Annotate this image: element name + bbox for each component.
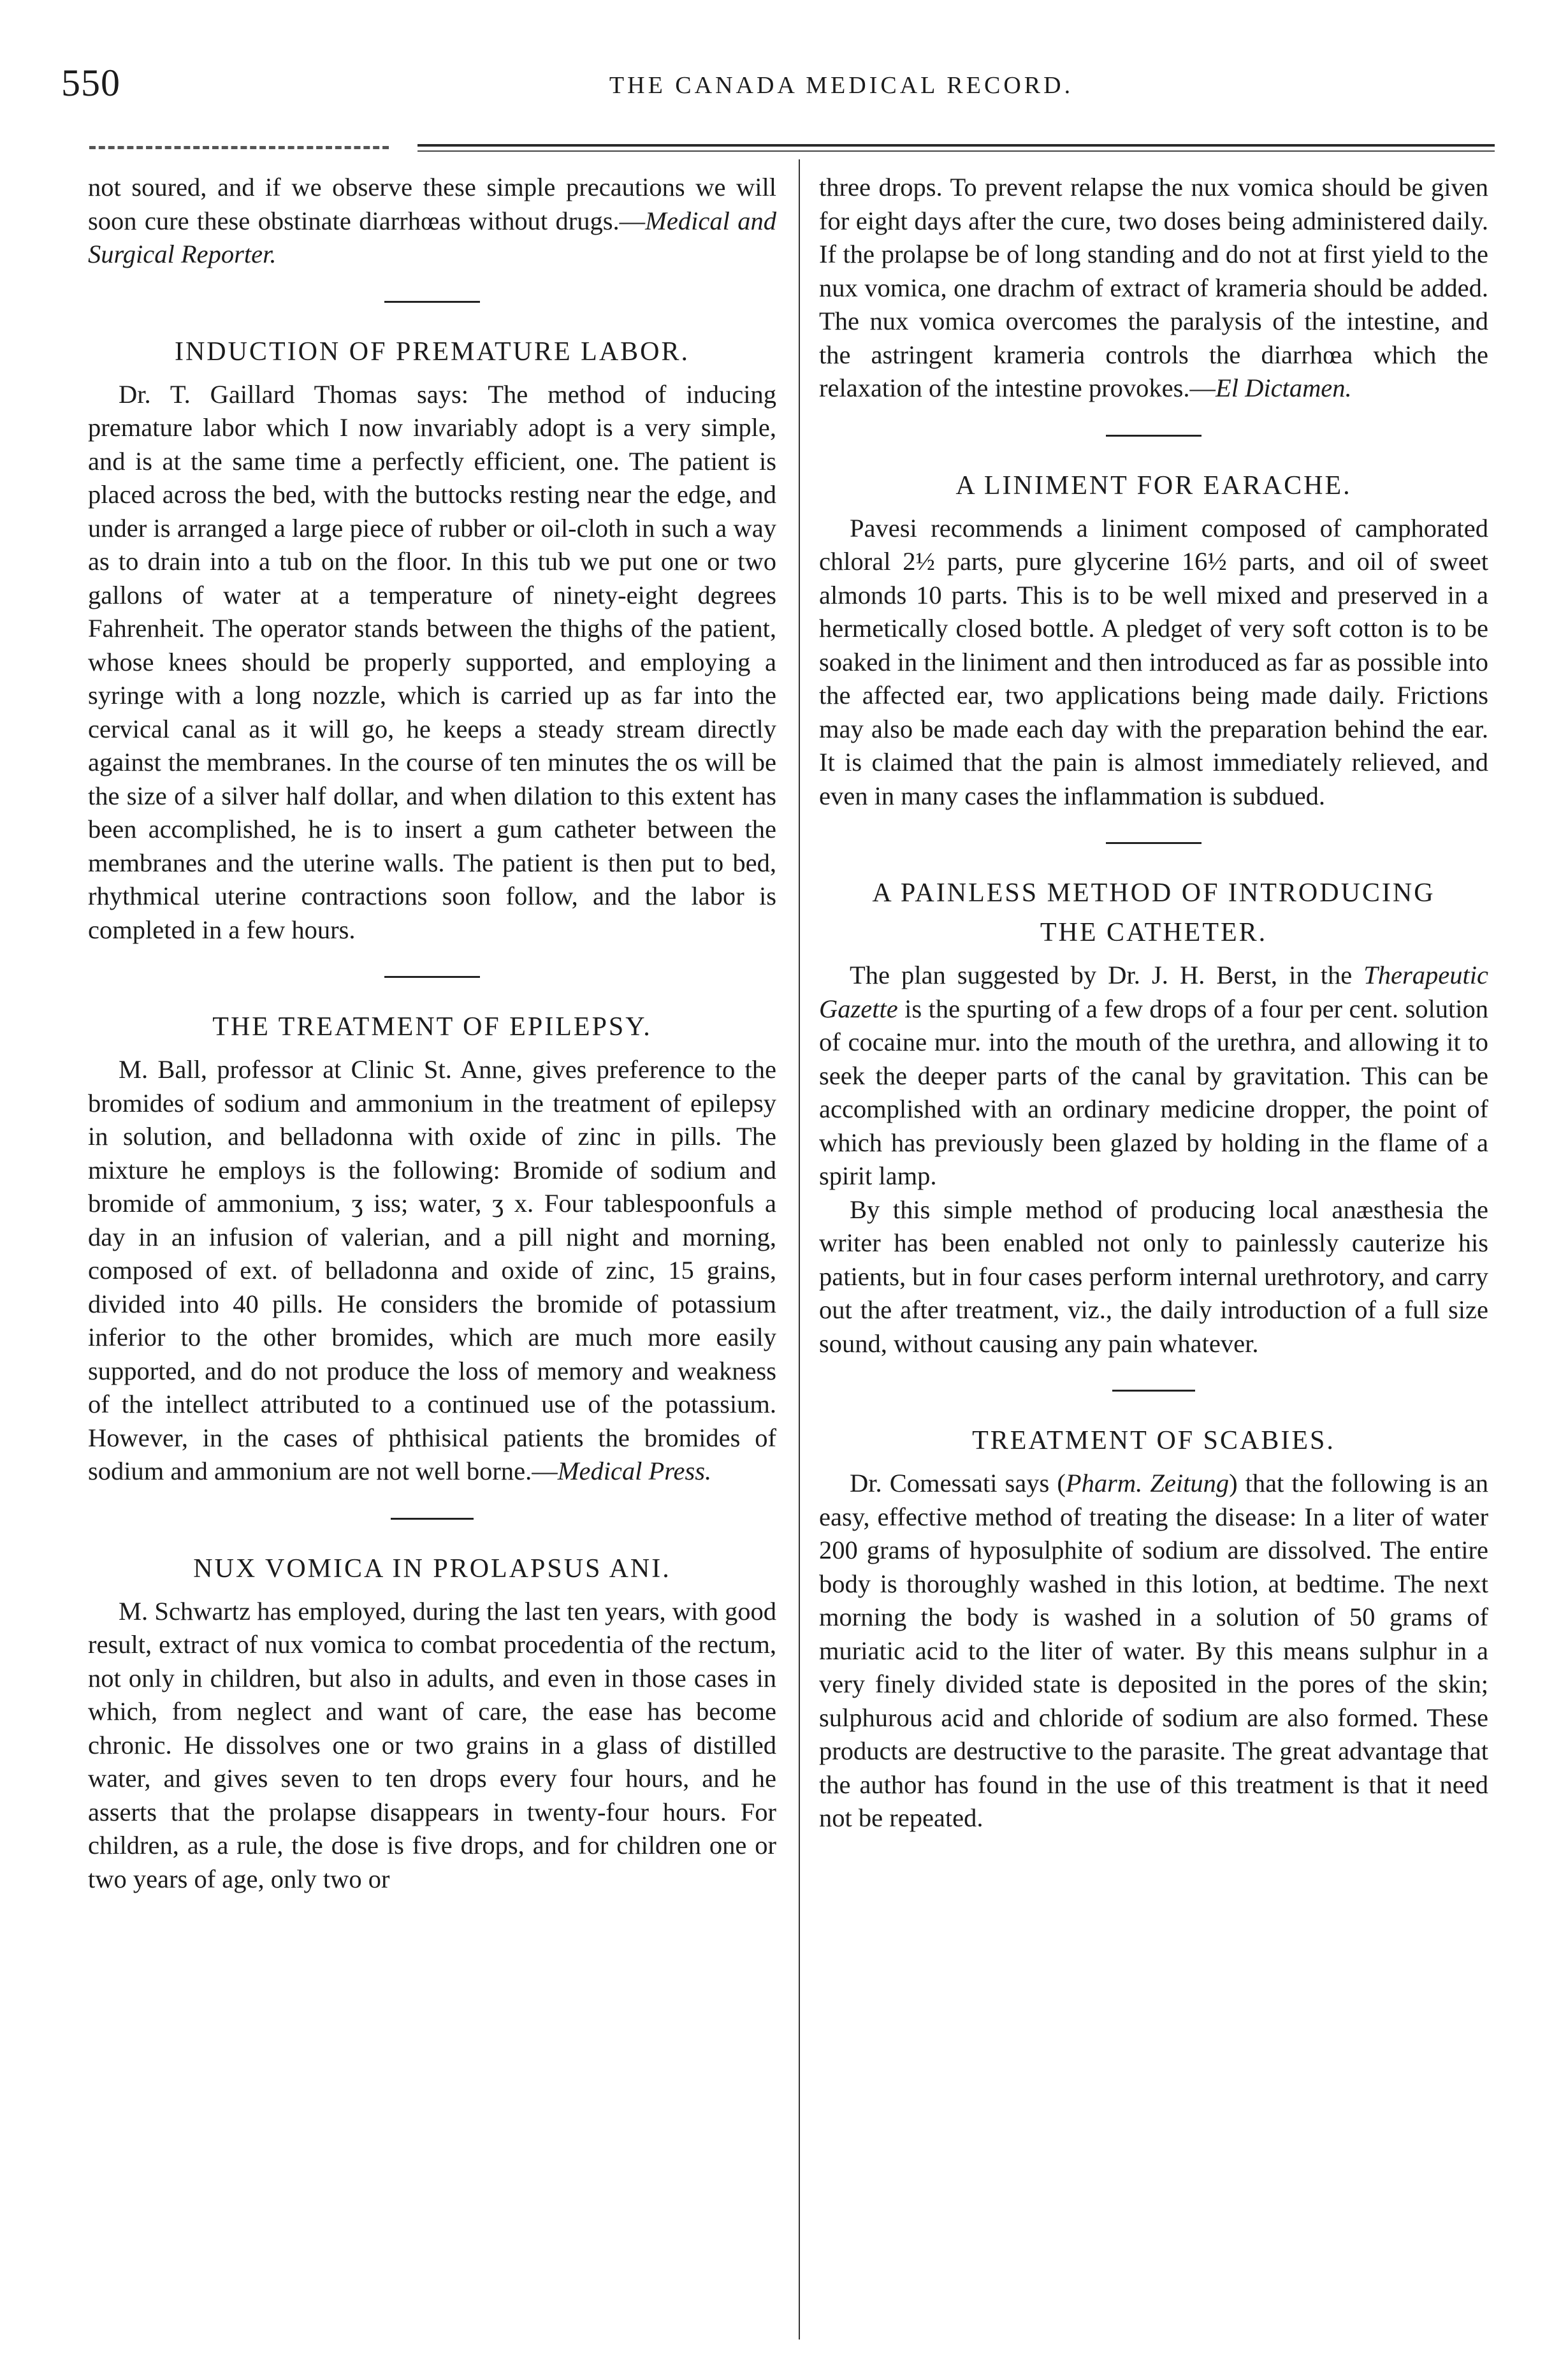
catheter-body-pre: The plan suggested by Dr. J. H. Berst, in the <box>850 961 1364 989</box>
section-divider <box>384 976 480 978</box>
nux-heading: NUX VOMICA IN PROLAPSUS ANI. <box>193 1554 671 1583</box>
induction-body: Dr. T. Gaillard Thomas says: The method of inducing premature labor which I now invariably adopt is a very simple, and is at the same time a perfectly efficient, one. The patient is placed across the bed, with the buttocks resting near the edge, and under is arranged a large piece of rubber or oil-cloth in such a way as to drain into a tub on the floor. In this tub we put one or two gallons of water at a temperature of ninety-eight degrees Fahrenheit. The operator stands between the thighs of the patient, whose knees should be properly supported, and employing a syringe with a long nozzle, which is carried up as far into the cervical canal as it will go, he keeps a steady stream directly against the membranes. In the course of ten minutes the os will be the size of a silver half dollar, and when dilation to this extent has been accomplished, he is to insert a gum catheter between the membranes and the uterine walls. The patient is then put to bed, rhythmical uterine contractions soon follow, and the labor is completed in a few hours. <box>88 379 776 944</box>
nux-continued-text: three drops. To prevent relapse the nux vomica should be given for eight days after the cure, two doses being administered daily. If the prolapse be of long standing and do not at first yield to the nux vomica, one drachm of extract of krameria should be added. The nux vomica overcomes the paralysis of the intestine, and the astringent krameria controls the diarrhœa which the relaxation of the intestine provokes.— <box>819 173 1488 402</box>
opening-text: not soured, and if we observe these simple precautions we will soon cure these obstinate diarrhœas without drugs.— <box>88 173 776 235</box>
scabies-journal: Pharm. Zeitung <box>1065 1469 1230 1497</box>
nux-continued-source: El Dictamen. <box>1215 374 1352 402</box>
epilepsy-body: M. Ball, professor at Clinic St. Anne, gives preference to the bromides of sodium and ammonium in the treatment of epilepsy in solution, and belladonna with oxide of zinc in pills. The mixture he employs is the following: Bromide of sodium and bromide of ammonium, ʒ iss; water, ʒ x. Four tablespoonfuls a day in an infusion of valerian, and a pill night and morning, composed of ext. of belladonna and oxide of zinc, 15 grains, divided into 40 pills. He considers the bromide of potassium inferior to the other bromides, which are much more easily supported, and do not produce the loss of memory and weakness of the intellect attributed to a continued use of the potassium. However, in the cases of phthisical patients the bromides of sodium and ammonium are not well borne.— <box>88 1055 776 1485</box>
catheter-heading-line1: A PAINLESS METHOD OF INTRODUCING <box>872 878 1435 908</box>
catheter-heading-line2: THE CATHETER. <box>1040 918 1268 947</box>
section-divider <box>391 1518 474 1520</box>
opening-source: Medical and Surgical Reporter. <box>88 206 776 268</box>
epilepsy-heading: THE TREATMENT OF EPILEPSY. <box>212 1012 652 1042</box>
section-divider <box>1106 435 1201 437</box>
scabies-body-post: ) that the following is an easy, effective method of treating the disease: In a liter of water 200 grams of hyposulphite of sodium are dissolved. The entire body is thoroughly washed in this lotion, at bedtime. The next morning the body is washed in a solution of 50 grams of muriatic acid to the liter of water. By this means sulphur in a very finely divided state is deposited in the pores of the skin; sulphurous acid and chloride of sodium are also formed. These products are destructive to the parasite. The great advantage that the author has found in the use of this treatment is that it need not be repeated. <box>819 1469 1488 1832</box>
catheter-paragraph <box>819 959 1488 1193</box>
earache-body: Pavesi recommends a liniment composed of camphorated chloral 2½ parts, pure glycerine 16½ parts, and oil of sweet almonds 10 parts. This is to be well mixed and preserved in a hermetically closed bottle. A pledget of very soft cotton is to be soaked in the liniment and then introduced as far as possible into the affected ear, two applications being made daily. Frictions may also be made each day with the preparation behind the ear. It is claimed that the pain is almost immediately relieved, and even in many cases the inflammation is subdued. <box>819 513 1488 810</box>
scabies-heading: TREATMENT OF SCABIES. <box>972 1426 1335 1455</box>
opening-paragraph <box>88 171 776 272</box>
section-divider <box>384 301 480 303</box>
catheter-body-2: By this simple method of producing local anæsthesia the writer has been enabled not only to painlessly cauterize his patients, but in four cases perform internal urethrotory, and carry out the after treatment, viz., the daily introduction of a full size sound, without causing any pain whatever. <box>819 1195 1488 1358</box>
section-divider <box>1112 1390 1195 1392</box>
nux-continued <box>819 171 1488 405</box>
right-column <box>819 171 1488 1835</box>
earache-heading: A LINIMENT FOR EARACHE. <box>955 470 1352 500</box>
scabies-paragraph <box>819 1467 1488 1835</box>
header-rule-thin <box>417 150 1495 152</box>
header-dashed-rule <box>89 146 389 149</box>
header-rule <box>417 144 1495 147</box>
scabies-body-pre: Dr. Comessati says ( <box>850 1469 1066 1497</box>
running-title: THE CANADA MEDICAL RECORD. <box>609 72 1074 99</box>
section-divider <box>1106 842 1201 844</box>
epilepsy-paragraph <box>88 1053 776 1488</box>
nux-body: M. Schwartz has employed, during the last ten years, with good result, extract of nux vomica to combat procedentia of the rectum, not only in children, but also in adults, and even in those cases in which, from neglect and want of care, the ease has become chronic. He dissolves one or two grains in a glass of distilled water, and gives seven to ten drops every four hours, and he asserts that the prolapse disappears in twenty-four hours. For children, as a rule, the dose is five drops, and for children one or two years of age, only two or <box>88 1596 776 1893</box>
column-divider <box>799 159 800 2340</box>
left-column <box>88 171 776 1896</box>
page-number: 550 <box>61 62 120 104</box>
catheter-body-post: is the spurting of a few drops of a four per cent. solution of cocaine mur. into the mouth of the urethra, and allowing it to seek the deeper parts of the canal by gravitation. This can be accomplished with an ordinary medicine dropper, the point of which has previously been glazed by holding in the flame of a spirit lamp. <box>819 994 1488 1190</box>
epilepsy-source: Medical Press. <box>557 1457 712 1485</box>
catheter-journal: Therapeutic Gazette <box>819 961 1488 1023</box>
induction-heading: INDUCTION OF PREMATURE LABOR. <box>174 337 690 367</box>
